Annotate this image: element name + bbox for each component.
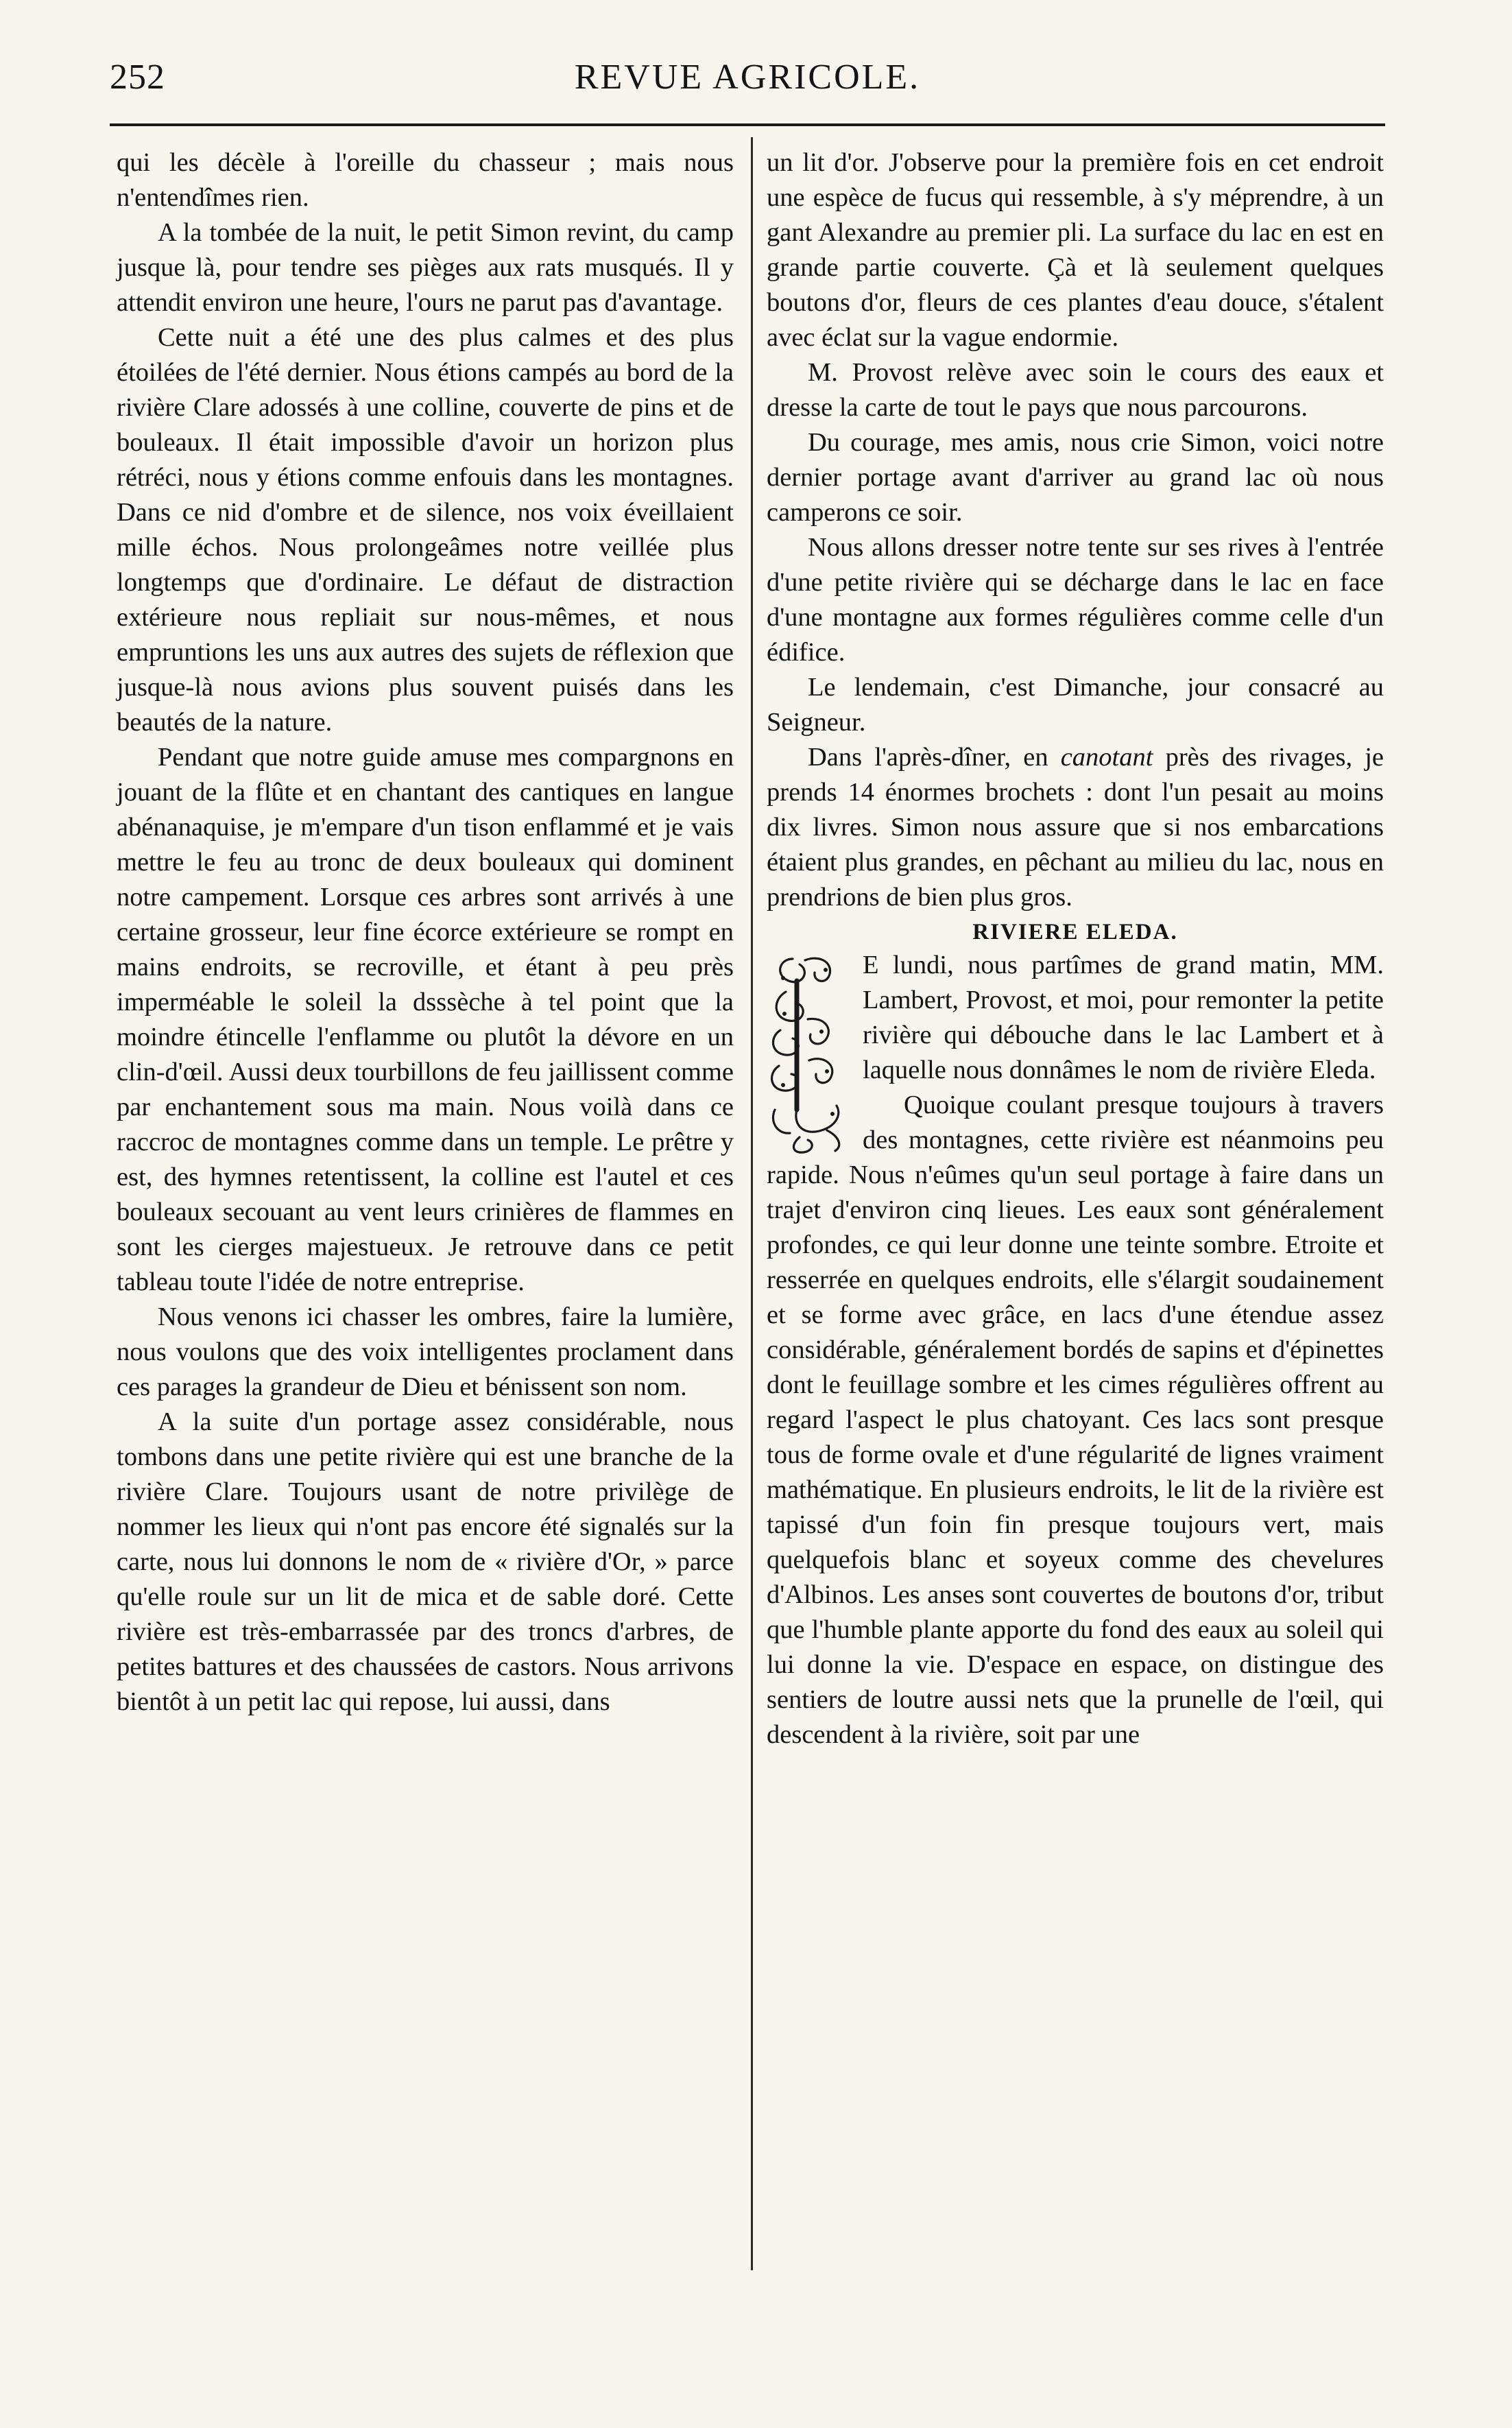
italic-word: canotant [1060, 743, 1153, 772]
section-heading: RIVIERE ELEDA. [972, 920, 1178, 944]
paragraph: Quoique coulant presque toujours à travers des montagnes, cette rivière est néanmoins peu rapide. Nous n'eûmes qu'un seul portage à faire dans un trajet d'environ cinq lieues. Les eaux sont généralement profondes, ce qui leur donne une teinte sombre. Etroite et resserrée en quelques endroits, elle s'élargit soudainement et se forme avec grâce, en lacs d'une étendue assez considérable, généralement bordés de sapins et d'épinettes dont le feuillage sombre et les cimes régulières offrent au regard l'aspect le plus chatoyant. Ces lacs sont presque tous de forme ovale et d'une régularité de lignes vraiment mathématique. En plusieurs endroits, le lit de la rivière est tapissé d'un foin fin presque toujours vert, mais quelquefois blanc et soyeux comme des chevelures d'Albinos. Les anses sont couvertes de boutons d'or, tribut que l'humble plante apporte du fond des eaux au soleil qui lui donne la vie. D'espace en espace, on distingue des sentiers de loutre aussi nets que la prunelle de l'œil, qui descendent à la rivière, soit par une [767, 1091, 1384, 1749]
paragraph: un lit d'or. J'observe pour la première fois en cet endroit une espèce de fucus qui ressemble, à s'y méprendre, à un gant Alexandre au premier pli. La surface du lac en est en grande partie couverte. Çà et là seulement quelques boutons d'or, fleurs de ces plantes d'eau douce, s'étalent avec éclat sur la vague endormie. [767, 148, 1384, 352]
page-header [110, 53, 1385, 115]
paragraph [767, 740, 1384, 915]
paragraph: Cette nuit a été une des plus calmes et des plus étoilées de l'été dernier. Nous étions campés au bord de la rivière Clare adossés à une colline, couverte de pins et de bouleaux. Il était impossible d'avoir un horizon plus rétréci, nous y étions comme enfouis dans les montagnes. Dans ce nid d'ombre et de silence, nos voix éveillaient mille échos. Nous prolongeâmes notre veillée plus longtemps que d'ordinaire. Le défaut de distraction extérieure nous repliait sur nous-mêmes, et nous empruntions les uns aux autres des sujets de réflexion que jusque-là nous avions plus souvent puisés dans les beautés de la nature. [117, 323, 734, 737]
paragraph: Pendant que notre guide amuse mes compargnons en jouant de la flûte et en chantant des cantiques en langue abénanaquise, je m'empare d'un tison enflammé et je vais mettre le feu au tronc de deux bouleaux qui dominent notre campement. Lorsque ces arbres sont arrivés à une certaine grosseur, leur fine écorce extérieure se rompt en mains endroits, se recroville, et étant à peu près imperméable le soleil la dsssèche à tel point que la moindre étincelle l'enflamme ou plutôt la dévore en un clin-d'œil. Aussi deux tourbillons de feu jaillissent comme par enchantement sous ma main. Nous voilà dans ce raccroc de montagnes comme dans un temple. Le prêtre y est, des hymnes retentissent, la colline est l'autel et ces bouleaux secouant au vent leurs crinières de flammes en sont les cierges majestueux. Je retrouve dans ce petit tableau toute l'idée de notre entreprise. [117, 743, 734, 1296]
page-number: 252 [110, 58, 165, 97]
paragraph: qui les décèle à l'oreille du chasseur ; mais nous n'entendîmes rien. [117, 148, 734, 212]
paragraph-text: près des rivages, je prends 14 énormes brochets : dont l'un pesait au moins dix livres. Simon nous assure que si nos embarcations étaient plus grandes, en pêchant au milieu du lac, nous en prendrions de bien plus gros. [767, 743, 1384, 912]
paragraph: A la suite d'un portage assez considérable, nous tombons dans une petite rivière qui est une branche de la rivière Clare. Toujours usant de notre privilège de nommer les lieux qui n'ont pas encore été signalés sur la carte, nous lui donnons le nom de « rivière d'Or, » parce qu'elle roule sur un lit de mica et de sable doré. Cette rivière est très-embarrassée par des troncs d'arbres, de petites battures et des chaussées de castors. Nous arrivons bientôt à un petit lac qui repose, lui aussi, dans [117, 1407, 734, 1716]
header-rule [110, 123, 1385, 126]
running-title: REVUE AGRICOLE. [574, 58, 921, 97]
paragraph: Du courage, mes amis, nous crie Simon, voici notre dernier portage avant d'arriver au grand lac où nous camperons ce soir. [767, 428, 1384, 527]
column-divider [751, 137, 753, 2270]
paragraph: A la tombée de la nuit, le petit Simon revint, du camp jusque là, pour tendre ses pièges aux rats musqués. Il y attendit environ une heure, l'ours ne parut pas d'avantage. [117, 218, 734, 317]
paragraph: E lundi, nous partîmes de grand matin, MM. Lambert, Provost, et moi, pour remonter la petite rivière qui débouche dans le lac Lambert et à laquelle nous donnâmes le nom de rivière Eleda. [863, 951, 1384, 1084]
ornamental-dropcap-icon [765, 951, 853, 1156]
paragraph-text: Dans l'après-dîner, en [808, 743, 1061, 772]
dropcap-ornament [765, 951, 853, 1156]
left-column [117, 145, 734, 1719]
right-column [767, 145, 1384, 1752]
paragraph: Nous venons ici chasser les ombres, faire la lumière, nous voulons que des voix intelligentes proclament dans ces parages la grandeur de Dieu et bénissent son nom. [117, 1302, 734, 1401]
paragraph: Le lendemain, c'est Dimanche, jour consacré au Seigneur. [767, 673, 1384, 737]
paragraph: M. Provost relève avec soin le cours des eaux et dresse la carte de tout le pays que nous parcourons. [767, 358, 1384, 422]
paragraph: Nous allons dresser notre tente sur ses rives à l'entrée d'une petite rivière qui se décharge dans le lac en face d'une montagne aux formes régulières comme celle d'un édifice. [767, 533, 1384, 667]
dropcap-paragraph [767, 948, 1384, 1752]
